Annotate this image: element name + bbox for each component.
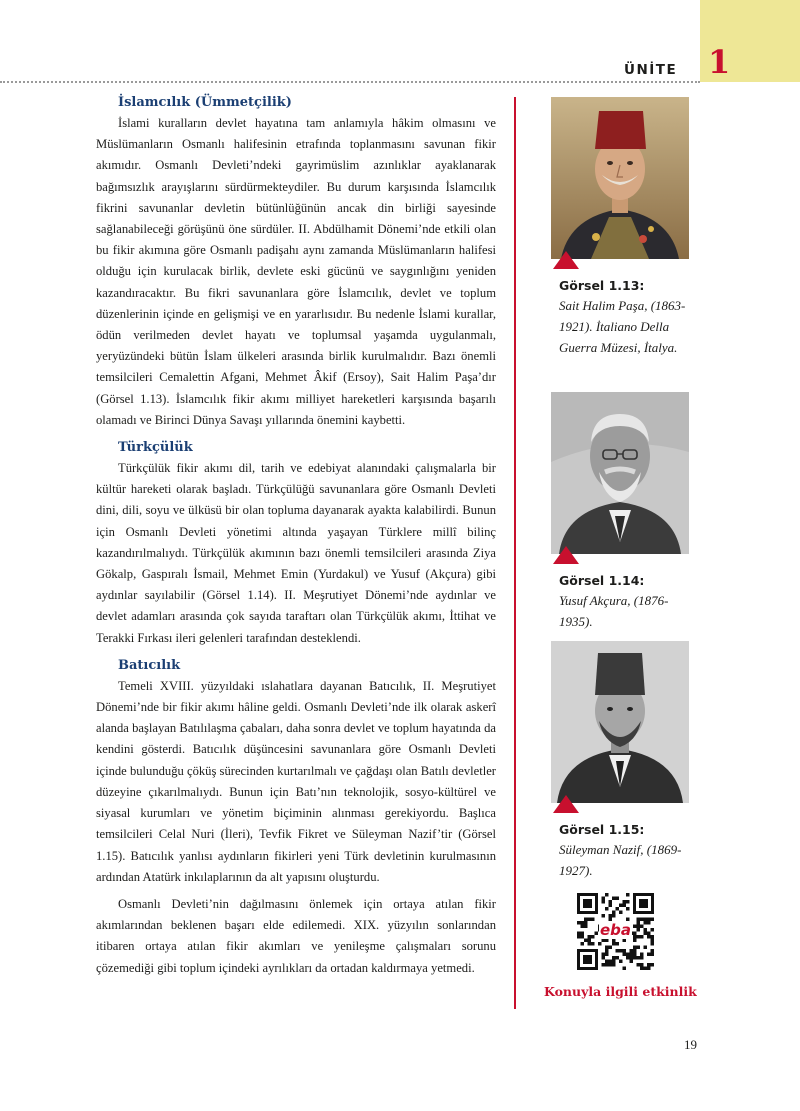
figure-caption: Süleyman Nazif, (1869-1927). (559, 842, 682, 878)
figure-1-13 (530, 97, 710, 358)
unit-label: ÜNİTE (624, 62, 678, 78)
unit-number: 1 (708, 43, 731, 81)
figure-label: Görsel 1.14: (559, 573, 645, 588)
figure-marker-triangle (553, 546, 579, 564)
section-heading-turkculuk: Türkçülük (118, 440, 193, 456)
figure-1-15 (530, 641, 710, 881)
paragraph: İslami kuralların devlet hayatına tam anlamıyla hâkim olmasını ve Müslümanların Osmanlı halifesinin etrafında toplanmasını savunan fikir akımıdır. Osmanlı Devleti’ndeki gayrimüslim azınlıklar ayaklanarak bağımsızlık arayışlarını sürdürmekteydiler. Bu durum karşısında İslamcılık fikrini savunanlar devletin bütünlüğünün ancak din birliği sayesinde sağlanabileceği görüşünü öne sürdüler. II. Abdülhamit Dönemi’nde etkili olan bu fikir akımına göre Osmanlı padişahı aynı zamanda Müslümanların halifesi olduğu için kurulacak birlik, devlete eski gücünü ve saygınlığını yeniden kazandıracaktır. Bu fikri savunanlara göre İslamcılık, devlet ve toplum düzenlerinin içinde en gelişmişi ve en yararlısıdır. Bu nedenle İslami kurallar, ödün verilmeden devlet hayatı ve toplumsal yaşamda uygulanmalı, yeryüzündeki bütün İslam ülkeleri arasında birlik kurulmalıdır. Bazı önemli temsilcileri Cemalettin Afgani, Mehmet Âkif (Ersoy), Sait Halim Paşa’dır (Görsel 1.13). İslamcılık fikir akımı milliyet hareketleri karşısında başarılı olamadı ve Birinci Dünya Savaşı yıllarında önemini kaybetti. (96, 116, 496, 427)
portrait-photo-sait-halim[interactable] (551, 97, 689, 259)
figure-caption: Yusuf Akçura, (1876-1935). (559, 593, 669, 629)
main-text-column (96, 92, 496, 985)
section-heading-islamcilik: İslamcılık (Ümmetçilik) (118, 95, 292, 110)
header-dotted-rule (0, 81, 700, 83)
figure-marker-triangle (553, 795, 579, 813)
qr-code[interactable] (577, 893, 654, 970)
paragraph: Türkçülük fikir akımı dil, tarih ve edebiyat alanındaki çalışmalarla bir kültür hareketi olarak başladı. Türkçülüğü savunanlara göre Osmanlı Devleti dini, dili, soyu ve ülküsü bir olan topluma dayanarak ayakta kalabilirdi. Bunun için Osmanlı Devleti yönetimi altında yaşayan Türklere millî bilinç kazandırılmalıydı. Türkçülük akımının bazı önemli temsilcileri arasında Ziya Gökalp, Gaspıralı İsmail, Mehmet Emin (Yurdakul) ve Yusuf (Akçura) gibi aydınlar sayılabilir (Görsel 1.14). II. Meşrutiyet Dönemi’nde aydınlar ve devlet adamları arasında çok sayıda taraftarı olan Türkçülük akımı, İttihat ve Terakki Fırkası ileri gelenleri tarafından desteklendi. (96, 461, 496, 645)
paragraph: Temeli XVIII. yüzyıldaki ıslahatlara dayanan Batıcılık, II. Meşrutiyet Dönemi’nde bir fikir akımı hâline geldi. Osmanlı Devleti’nde ilk olarak askerî alanda başlayan Batılılaşma çabaları, daha sonra devlet ve toplum hayatında da kendini gösterdi. Batıcılık düşüncesini savunanlara göre Osmanlı Devleti içinde bulunduğu çöküş sürecinden kurtarılmalı ve çağdaşı olan Batılı devletler düzeyine çıkarılmalıydı. Bunun için Batı’nın teknolojik, sosyo-kültürel ve siyasal kurumları ve yönetim biçiminin alınması gerekiyordu. Başlıca temsilcileri Celal Nuri (İleri), Tevfik Fikret ve Süleyman Nazif’tir (Görsel 1.15). Batıcılık yanlısı aydınların fikirleri yeni Türk devletinin kurulmasının ardından Atatürk inkılaplarının da alt yapısını oluşturdu. (96, 678, 496, 884)
portrait-photo-yusuf-akcura[interactable] (551, 392, 689, 554)
page-number: 19 (684, 1037, 697, 1052)
portrait-photo-suleyman-nazif[interactable] (551, 641, 689, 803)
figure-caption: Sait Halim Paşa, (1863-1921). İtaliano Della Guerra Müzesi, İtalya. (559, 298, 686, 355)
eba-logo: eba (599, 921, 632, 939)
paragraph: Osmanlı Devleti’nin dağılmasını önlemek için ortaya atılan fikir akımlarından beklenen başarı elde edilemedi. XIX. yüzyılın sonlarından itibaren ortaya atılan fikir akımları ve yenileşme çalışmaları sorunu çözemediği gibi toplum içindeki ayrılıkları da ortadan kaldırmaya yetmedi. (96, 896, 496, 975)
column-divider (514, 97, 516, 1009)
figure-1-14 (530, 392, 710, 632)
figure-marker-triangle (553, 251, 579, 269)
qr-activity-link[interactable]: Konuyla ilgili etkinlik (544, 984, 697, 999)
figure-label: Görsel 1.13: (559, 278, 645, 293)
section-heading-baticilik: Batıcılık (118, 657, 181, 673)
figure-label: Görsel 1.15: (559, 822, 645, 837)
